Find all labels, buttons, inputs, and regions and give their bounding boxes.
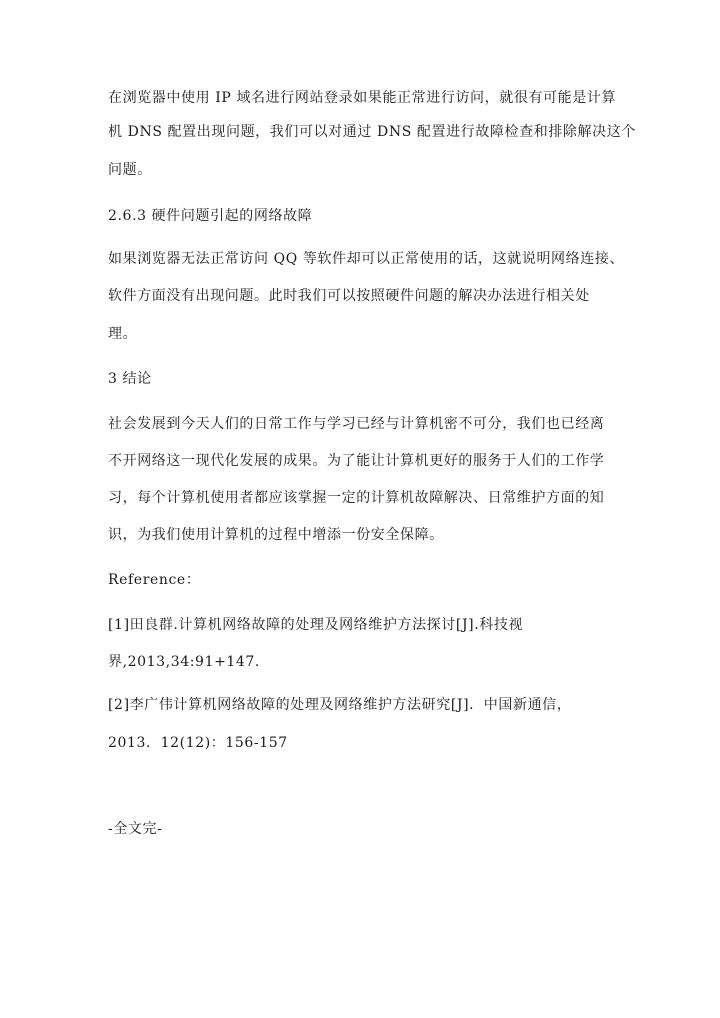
paragraph-conclusion-line-1: 社会发展到今天人们的日常工作与学习已经与计算机密不可分，我们也已经离	[108, 416, 605, 432]
reference-heading: Reference：	[108, 572, 201, 588]
reference-1-line-1: [1]田良群.计算机网络故障的处理及网络维护方法探讨[J].科技视	[108, 617, 524, 633]
end-mark: -全文完-	[108, 821, 163, 837]
section-heading-hardware: 2.6.3 硬件问题引起的网络故障	[108, 208, 313, 224]
reference-2-line-2: 2013．12(12)：156-157	[108, 735, 288, 751]
reference-2-line-1: [2]李广伟计算机网络故障的处理及网络维护方法研究[J]．中国新通信，	[108, 697, 572, 713]
paragraph-conclusion-line-2: 不开网络这一现代化发展的成果。为了能让计算机更好的服务于人们的工作学	[108, 453, 605, 469]
paragraph-dns-line-3: 问题。	[108, 162, 152, 178]
paragraph-conclusion-line-3: 习，每个计算机使用者都应该掌握一定的计算机故障解决、日常维护方面的知	[108, 490, 605, 506]
paragraph-dns-line-2: 机 DNS 配置出现问题，我们可以对通过 DNS 配置进行故障检查和排除解决这个	[108, 124, 636, 140]
paragraph-hardware-line-2: 软件方面没有出现问题。此时我们可以按照硬件问题的解决办法进行相关处	[108, 288, 590, 304]
reference-1-line-2: 界,2013,34:91+147.	[108, 654, 260, 670]
paragraph-hardware-line-1: 如果浏览器无法正常访问 QQ 等软件却可以正常使用的话，这就说明网络连接、	[108, 251, 625, 267]
paragraph-dns-line-1: 在浏览器中使用 IP 域名进行网站登录如果能正常进行访问，就很有可能是计算	[108, 90, 617, 106]
paragraph-hardware-line-3: 理。	[108, 326, 138, 342]
section-heading-conclusion: 3 结论	[108, 371, 152, 387]
paragraph-conclusion-line-4: 识，为我们使用计算机的过程中增添一份安全保障。	[108, 527, 444, 543]
